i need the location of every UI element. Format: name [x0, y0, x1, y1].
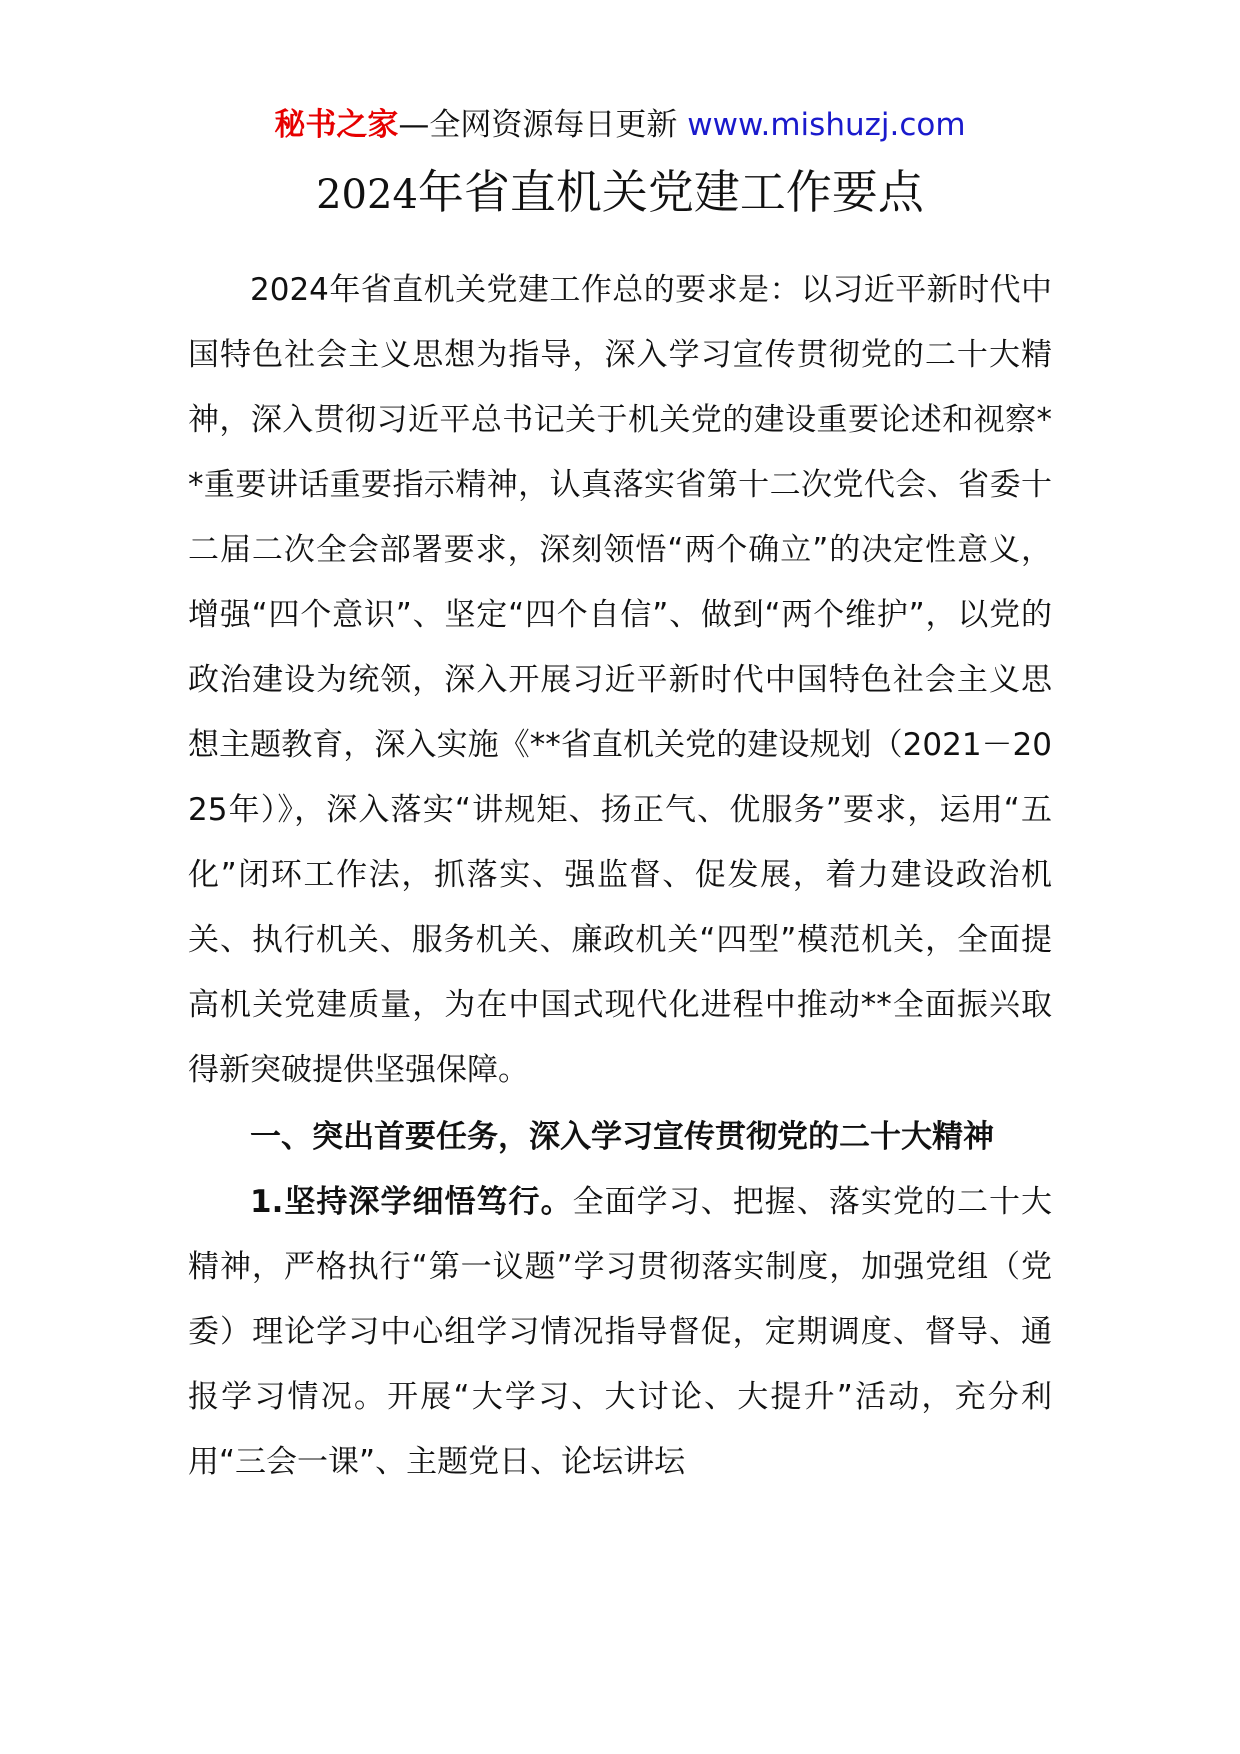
- document-title: [0, 160, 1240, 227]
- document-body: [188, 258, 1052, 1495]
- item-1-paragraph: [188, 1170, 1052, 1495]
- item-1-text: 全面学习、把握、落实党的二十大精神，严格执行“第一议题”学习贯彻落实制度，加强党组（党委）理论学习中心组学习情况指导督促，定期调度、督导、通报学习情况。开展“大学习、大讨论、大提升”活动，充分利用“三会一课”、主题党日、论坛讲坛: [188, 1184, 1052, 1480]
- title-text: 年省直机关党建工作要点: [417, 165, 924, 219]
- header-tagline: —全网资源每日更新: [398, 107, 688, 143]
- section-heading-1: 一、突出首要任务，深入学习宣传贯彻党的二十大精神: [250, 1119, 994, 1155]
- title-year: 2024: [316, 172, 418, 218]
- header-banner: [0, 103, 1240, 147]
- intro-paragraph: 2024年省直机关党建工作总的要求是：以习近平新时代中国特色社会主义思想为指导，深入学习宣传贯彻党的二十大精神，深入贯彻习近平总书记关于机关党的建设重要论述和视察**重要讲话重要指示精神，认真落实省第十二次党代会、省委十二届二次全会部署要求，深刻领悟“两个确立”的决定性意义，增强“四个意识”、坚定“四个自信”、做到“两个维护”，以党的政治建设为统领，深入开展习近平新时代中国特色社会主义思想主题教育，深入实施《**省直机关党的建设规划（2021－2025年）》，深入落实“讲规矩、扬正气、优服务”要求，运用“五化”闭环工作法，抓落实、强监督、促发展，着力建设政治机关、执行机关、服务机关、廉政机关“四型”模范机关，全面提高机关党建质量，为在中国式现代化进程中推动**全面振兴取得新突破提供坚强保障。: [188, 272, 1052, 1088]
- site-url-link[interactable]: www.mishuzj.com: [687, 107, 966, 143]
- item-1-heading: 1.坚持深学细悟笃行。: [250, 1184, 573, 1220]
- brand-name: 秘书之家: [274, 107, 399, 143]
